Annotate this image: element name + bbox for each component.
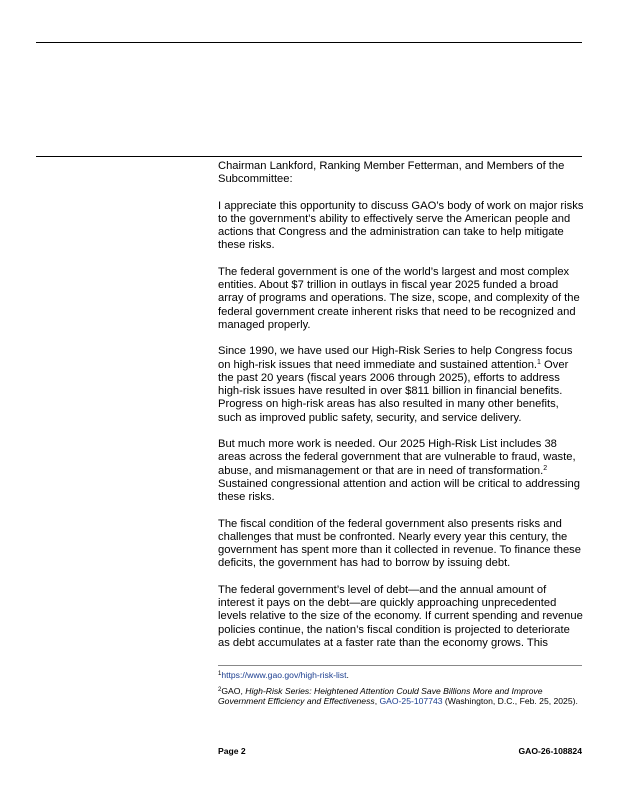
- footnote-separator: [218, 665, 582, 666]
- footnote-2-link[interactable]: GAO-25-107743: [379, 696, 443, 707]
- paragraph-5: But much more work is needed. Our 2025 High-Risk List includes 38 areas across the federal government that are vulnerable to fraud, waste, abuse, and mismanagement or that are in need of transformation.$^2$ Sustained congressional attention and action will be critical to addressing these risks.: [218, 438, 580, 504]
- paragraph-7: The federal government’s level of debt—and the annual amount of interest it pays on the debt—are quickly approaching unprecedented levels relative to the size of the economy. If current spending and revenue policies continue, the nation’s fiscal condition is projected to deteriorate as debt accumulates at a faster rate than the economy grows. This: [218, 583, 583, 649]
- footnote-1-number: 1: [218, 671, 222, 677]
- paragraph-6: The fiscal condition of the federal government also presents risks and challenges that must be confronted. Nearly every year this century, the government has spent more than it collected in revenue. To finance these deficits, the government has had to borrow by issuing debt.: [218, 517, 581, 570]
- paragraph-1: Chairman Lankford, Ranking Member Fetterman, and Members of the Subcommittee:: [218, 160, 565, 186]
- footnotes: [218, 670, 582, 713]
- paragraph-3: The federal government is one of the world’s largest and most complex entities. About $7 trillion in outlays in fiscal year 2025 funded a broad array of programs and operations. The size, scope, and complexity of the federal government create inherent risks that need to be recognized and managed properly.: [218, 265, 580, 331]
- page-footer: [218, 746, 582, 756]
- report-number: GAO-26-108824: [518, 746, 582, 756]
- page-number: Page 2: [218, 746, 246, 756]
- paragraph-2: I appreciate this opportunity to discuss GAO’s body of work on major risks to the government’s ability to effectively serve the American people and actions that Congress and the administration can take to help mitigate these risks.: [218, 199, 584, 252]
- footnote-ref-1[interactable]: 1: [537, 358, 541, 366]
- footnote-2-title: High-Risk Series: Heightened Attention Could Save Billions More and Improve Government Efficiency and Effectiveness: [218, 686, 543, 707]
- footnote-1: $^1$https://www.gao.gov/high-risk-list.: [218, 670, 349, 680]
- body-text: [218, 160, 584, 663]
- footnote-1-link[interactable]: https://www.gao.gov/high-risk-list: [221, 670, 347, 680]
- footnote-ref-2[interactable]: 2: [543, 464, 548, 472]
- section-rule: [36, 156, 582, 157]
- footnote-2-number: 2: [218, 687, 222, 694]
- paragraph-4: Since 1990, we have used our High-Risk Series to help Congress focus on high-risk issues that need immediate and sustained attention.$^1$ Over the past 20 years (fiscal years 2006 through 2025), efforts to address high-risk issues have resulted in over $811 billion in financial benefits. Progress on high-risk areas has also resulted in many other benefits, such as improved public safety, security, and service delivery.: [218, 345, 573, 424]
- footnote-2: $^2$GAO, High-Risk Series: Heightened Attention Could Save Billions More and Improve Government Efficiency and Effectiveness, GAO-25-107743 (Washington, D.C., Feb. 25, 2025).: [218, 686, 578, 707]
- top-rule: [36, 42, 582, 43]
